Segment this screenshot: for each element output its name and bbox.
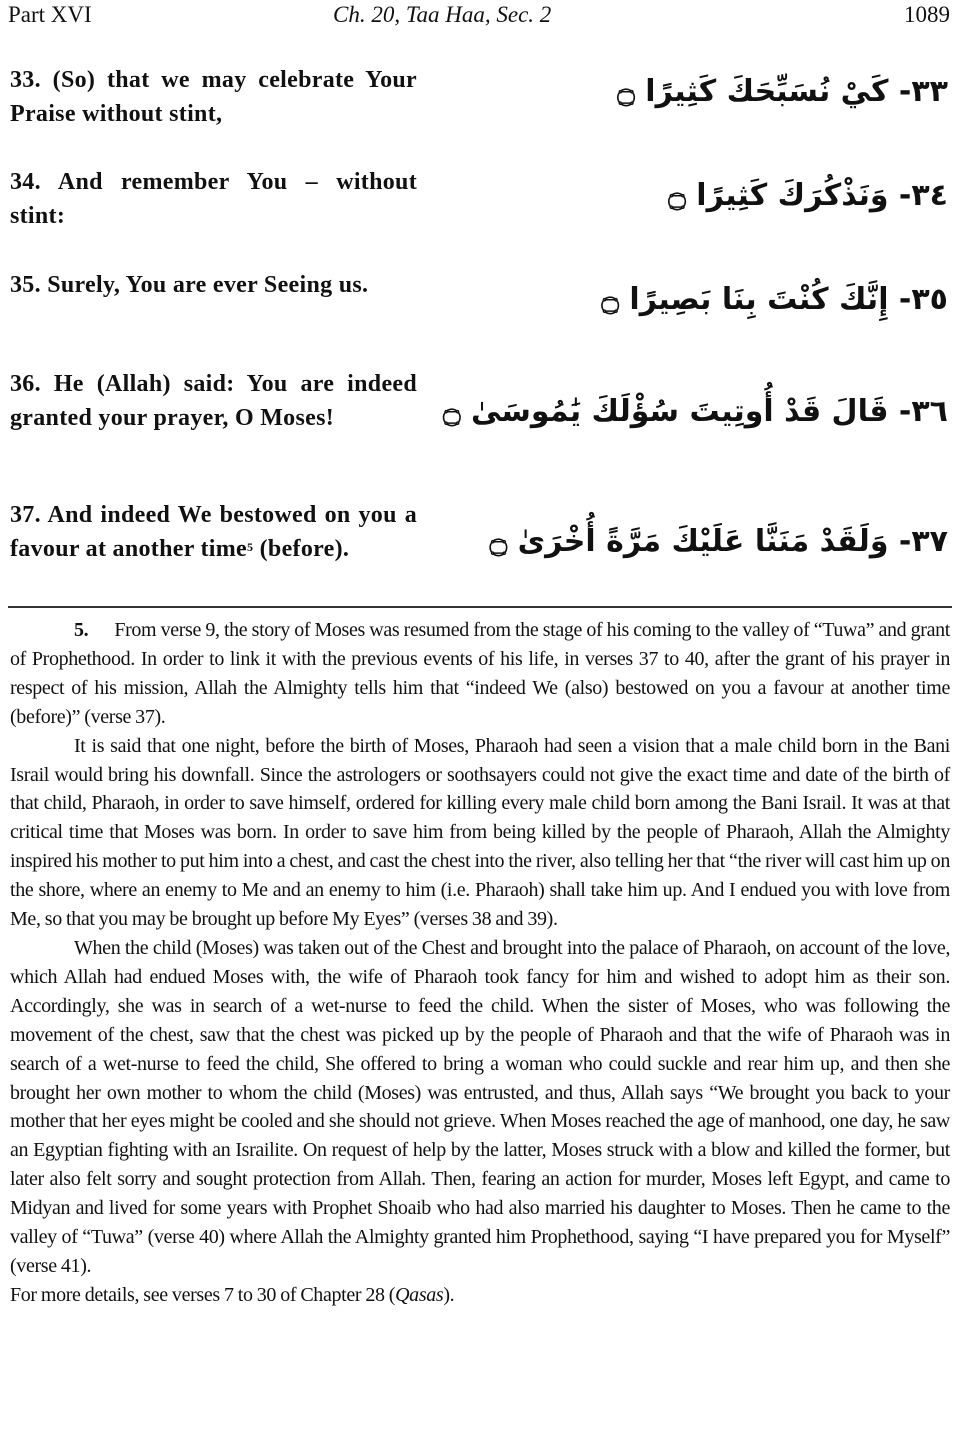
footnote-last-line <box>10 1281 950 1310</box>
verse-36-english: 36. He (Allah) said: You are indeed granted your prayer, O Moses! <box>10 371 417 431</box>
page-number: 1089 <box>904 2 950 27</box>
reference-end: ). <box>443 1283 455 1306</box>
verse-34-english: 34. And remember You – without stint: <box>10 169 417 229</box>
verse-37-english <box>10 498 417 566</box>
footnote-text: From verse 9, the story of Moses was resumed from the stage of his coming to the valley of “Tuwa” and grant of Prophethood. In order to link it with the previous events of his life, in verses 37 to 40, after the grant of his prayer in respect of his mission, Allah the Almighty tells him that “indeed We (also) bestowed on you a favour at another time (before)” (verse 37). <box>10 619 950 728</box>
footnote-number: 5. <box>74 619 89 641</box>
verse-37-text: 37. And indeed We bestowed on you a favour at another time <box>10 502 417 562</box>
verse-35-arabic: ٣٥- إِنَّكَ كُنْتَ بِنَا بَصِيرًا ۝ <box>601 282 948 317</box>
verse-33-english: 33. (So) that we may celebrate Your Praise without stint, <box>10 67 417 127</box>
verse-37-arabic: ٣٧- وَلَقَدْ مَنَنَّا عَلَيْكَ مَرَّةً أُخْرَىٰ ۝ <box>489 524 948 559</box>
verse-36-arabic: ٣٦- قَالَ قَدْ أُوتِيتَ سُؤْلَكَ يَٰمُوسَىٰ ۝ <box>443 394 948 429</box>
part-label: Part XVI <box>8 2 92 27</box>
running-header <box>8 2 950 32</box>
footnote-section <box>10 616 950 1310</box>
verse-35-english: 35. Surely, You are ever Seeing us. <box>10 272 369 298</box>
footnote-mark[interactable]: 5 <box>247 540 254 554</box>
verse-37-text-end: (before). <box>259 536 350 562</box>
footnote-divider <box>8 606 952 608</box>
footnote-paragraph: It is said that one night, before the birth of Moses, Pharaoh had seen a vision that a male child born in the Bani Israil would bring his downfall. Since the astrologers or soothsayers could not give the exact time and date of the birth of that child, Pharaoh, in order to save himself, ordered for killing every male child born among the Bani Israil. It was at that critical time that Moses was born. In order to save him from being killed by the people of Pharaoh, Allah the Almighty inspired his mother to put him into a chest, and cast the chest into the river, also telling her that “the river will cast him up on the shore, where an enemy to Me and an enemy to him (i.e. Pharaoh) shall take him up. And I endued you with love from Me, so that you may be brought up before My Eyes” (verses 38 and 39). <box>10 734 950 931</box>
footnote-paragraph <box>10 616 950 732</box>
reference-text: For more details, see verses 7 to 30 of Chapter 28 ( <box>10 1283 396 1306</box>
chapter-title: Ch. 20, Taa Haa, Sec. 2 <box>333 2 552 27</box>
footnote-paragraph: When the child (Moses) was taken out of the Chest and brought into the palace of Pharaoh, on account of the love, which Allah had endued Moses with, the wife of Pharaoh took fancy for him and wished to adopt him as their son. Accordingly, she was in search of a wet-nurse to feed the child. When the sister of Moses, who was following the movement of the chest, saw that the chest was picked up by the people of Pharaoh and that the wife of Pharaoh was in search of a wet-nurse to feed the child, She offered to bring a woman who could suckle and rear him up, and then she brought her own mother to whom the child (Moses) was entrusted, and thus, Allah says “We brought you back to your mother that her eyes might be cooled and she should not grieve. When Moses reached the age of manhood, one day, he saw an Egyptian fighting with an Israilite. On request of help by the latter, Moses struck with a blow and killed the former, but later also felt sorry and sought protection from Allah. Then, fearing an action for murder, Moses left Egypt, and came to Midyan and lived for some years with Prophet Shoaib who had also married his daughter to Moses. Then he came to the valley of “Tuwa” (verse 40) where Allah the Almighty granted him Prophethood, saying “I have prepared you for Myself” (verse 41). <box>10 936 950 1277</box>
chapter-name: Qasas <box>395 1283 444 1306</box>
verse-34-arabic: ٣٤- وَنَذْكُرَكَ كَثِيرًا ۝ <box>668 178 948 213</box>
verse-33-arabic: ٣٣- كَيْ نُسَبِّحَكَ كَثِيرًا ۝ <box>617 74 948 109</box>
